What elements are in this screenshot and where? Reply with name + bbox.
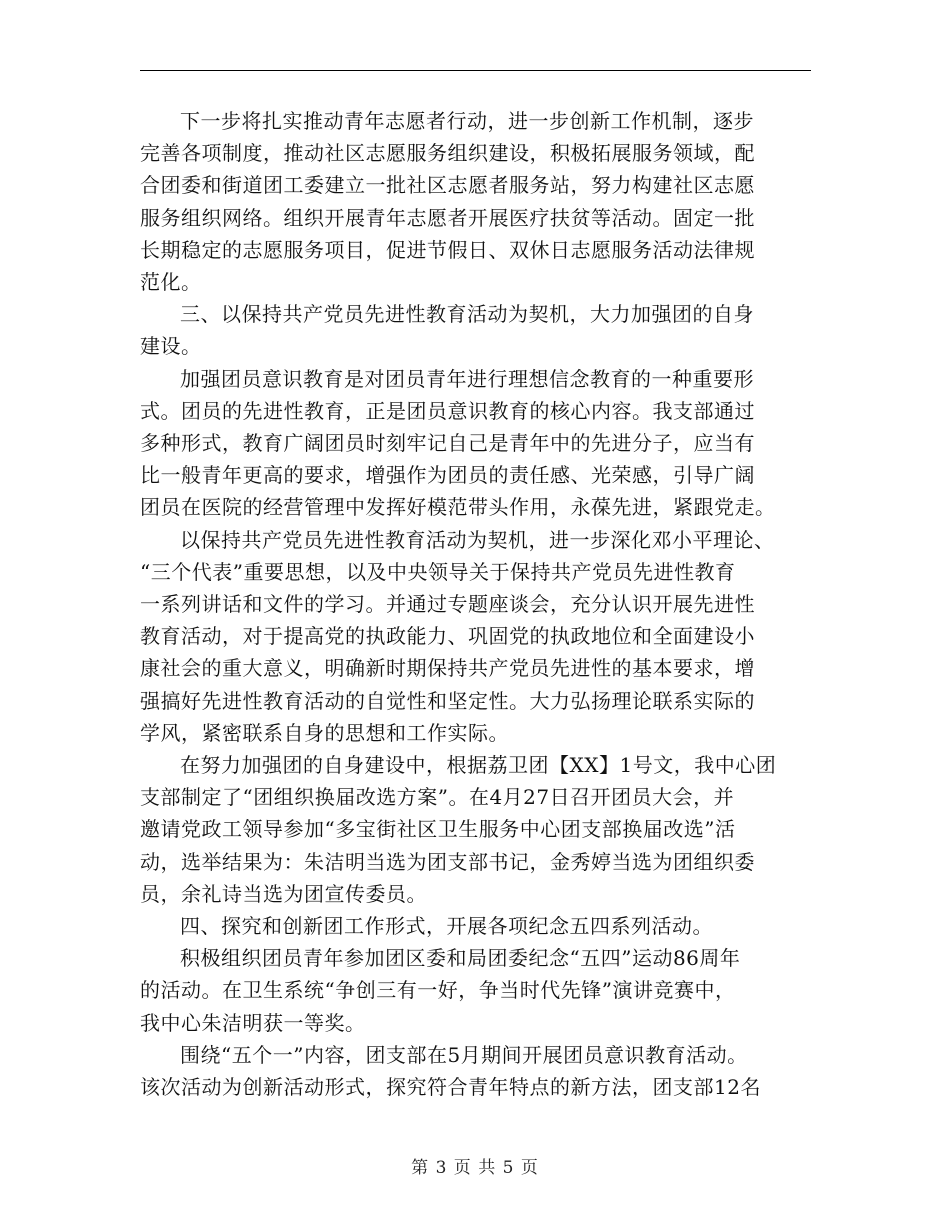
- text-line: 多种形式，教育广阔团员时刻牢记自己是青年中的先进分子，应当有: [140, 431, 755, 456]
- text-line: 教育活动，对于提高党的执政能力、巩固党的执政地位和全面建设小: [140, 624, 755, 649]
- text-line: 范化。: [140, 270, 202, 295]
- text-line: 我中心朱洁明获一等奖。: [140, 1010, 366, 1035]
- paragraph-member-awareness: [140, 363, 820, 524]
- text-line: 团员在医院的经营管理中发挥好模范带头作用，永葆先进，紧跟党走。: [140, 495, 776, 520]
- text-line: 围绕“五个一”内容，团支部在5月期间开展团员意识教育活动。: [180, 1042, 748, 1067]
- section-heading-four: [140, 910, 820, 942]
- text-line: 员，余礼诗当选为团宣传委员。: [140, 881, 427, 906]
- text-line: 以保持共产党员先进性教育活动为契机，进一步深化邓小平理论、: [180, 527, 775, 552]
- section-heading-three: [140, 298, 820, 362]
- text-line: 邀请党政工领导参加“多宝街社区卫生服务中心团支部换届改选”活: [140, 817, 736, 842]
- text-line: 服务组织网络。组织开展青年志愿者开展医疗扶贫等活动。固定一批: [140, 205, 755, 230]
- text-line: 下一步将扎实推动青年志愿者行动，进一步创新工作机制，逐步: [180, 109, 754, 133]
- header-rule: [140, 70, 811, 71]
- text-line: 一系列讲话和文件的学习。并通过专题座谈会，充分认识开展先进性: [140, 592, 755, 617]
- text-line: 加强团员意识教育是对团员青年进行理想信念教育的一种重要形: [180, 366, 754, 391]
- heading-line: 建设。: [140, 334, 202, 359]
- text-line: 动，选举结果为：朱洁明当选为团支部书记，金秀婷当选为团组织委: [140, 849, 755, 874]
- text-line: 在努力加强团的自身建设中，根据荔卫团【XX】1号文，我中心团: [180, 753, 777, 778]
- text-line: 该次活动为创新活动形式，探究符合青年特点的新方法，团支部12名: [140, 1075, 761, 1100]
- paragraph-five-ones: [140, 1039, 820, 1103]
- text-line: 长期稳定的志愿服务项目，促进节假日、双休日志愿服务活动法律规: [140, 237, 755, 262]
- paragraph-election: [140, 749, 820, 910]
- text-line: 比一般青年更高的要求，增强作为团员的责任感、光荣感，引导广阔: [140, 463, 755, 488]
- heading-line: 四、探究和创新团工作形式，开展各项纪念五四系列活动。: [180, 914, 713, 939]
- text-line: 完善各项制度，推动社区志愿服务组织建设，积极拓展服务领域，配: [140, 141, 755, 166]
- document-body: [140, 105, 820, 1103]
- text-line: 学风，紧密联系自身的思想和工作实际。: [140, 720, 509, 745]
- heading-line: 三、以保持共产党员先进性教育活动为契机，大力加强团的自身: [180, 302, 754, 327]
- page-number: 第 3 页 共 5 页: [411, 1158, 539, 1178]
- text-line: “三个代表”重要思想，以及中央领导关于保持共产党员先进性教育: [140, 559, 736, 584]
- text-line: 的活动。在卫生系统“争创三有一好，争当时代先锋”演讲竞赛中，: [140, 978, 736, 1003]
- text-line: 强搞好先进性教育活动的自觉性和坚定性。大力弘扬理论联系实际的: [140, 688, 755, 713]
- paragraph-volunteer-plan: [140, 105, 820, 298]
- paragraph-may-fourth: [140, 942, 820, 1039]
- text-line: 支部制定了“团组织换届改选方案”。在4月27日召开团员大会，并: [140, 785, 735, 810]
- text-line: 康社会的重大意义，明确新时期保持共产党员先进性的基本要求，增: [140, 656, 755, 681]
- text-line: 合团委和街道团工委建立一批社区志愿者服务站，努力构建社区志愿: [140, 173, 755, 198]
- text-line: 积极组织团员青年参加团区委和局团委纪念“五四”运动86周年: [180, 946, 741, 971]
- text-line: 式。团员的先进性教育，正是团员意识教育的核心内容。我支部通过: [140, 398, 755, 423]
- paragraph-theory-study: [140, 524, 820, 749]
